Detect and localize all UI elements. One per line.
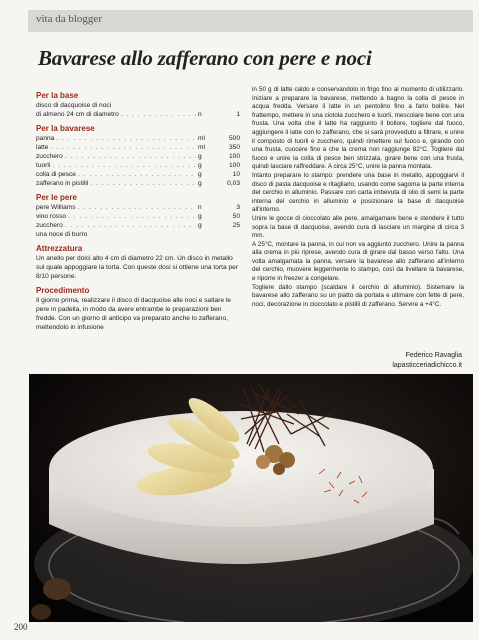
ingredient-row: zucchero . . . g 25: [36, 221, 240, 230]
ingredient-row: pere Williams . . . n 3: [36, 203, 240, 212]
cake-photo: [29, 374, 473, 622]
procedure-paragraph: in 50 g di latte caldo e conservandolo in frigo fino al momento di utilizzarlo. Iniziare a preparare la bavarese, mettendo a bagno la colla di pesce in acqua fredda. Versare il latte in un pentolino fino a farlo bollire. Nel frattempo, mettere in una ciotola zucchero e tuorli, mescolare bene con una frusta. Una volta che il latte ha raggiunto il bollore, togliere dal fuoco, aggiungere il latte con lo zafferano, che si sarà provveduto a filtrare, e unire il composto di tuorli e zucchero, quindi rimettere sul fuoco e, girando con una frusta, cuocere fino a che la crema non raggiunge 82°C. Togliere dal fuoco e unire la colla di pesce ben strizzata, girare bene con una frusta, quindi lasciare raffreddare. A circa 25°C, unire la panna montata.: [252, 86, 464, 171]
procedure-paragraph: A 25°C, montare la panna, in cui non va aggiunto zucchero. Unire la panna alla crema in più riprese, avendo cura di girare dal basso verso l'alto. Una volta amalgamata la panna, versare la bavarese allo zafferano all'interno del cerchio, muovere leggermente lo stampo, così da livellare la bavarese, e riporre in freezer a congelare.: [252, 240, 464, 283]
walnut: [31, 604, 51, 620]
ingredients-column: [36, 86, 240, 335]
section-tag: vita da blogger: [36, 13, 102, 25]
author-site: lapasticceriadichicco.it: [392, 362, 462, 369]
pere-extra: una noce di burro: [36, 231, 88, 238]
ingredient-row: di almeno 24 cm di diametro . . . n 1: [36, 110, 240, 119]
ingredient-row: tuorli . . . g 100: [36, 161, 240, 170]
attrezzatura-heading: Attrezzatura: [36, 244, 83, 253]
base-line: disco di dacquoise di noci: [36, 102, 112, 109]
ingredient-row: zafferano in pistilli . . . g 0,03: [36, 179, 240, 188]
ingredient-row: vino rosso . . . g 50: [36, 212, 240, 221]
procedimento-heading: Procedimento: [36, 286, 90, 295]
walnut: [43, 578, 71, 600]
page-number: 200: [14, 622, 28, 632]
ingredient-row: zucchero . . . g 100: [36, 152, 240, 161]
procedure-column: [252, 86, 464, 309]
cake-illustration: [29, 374, 473, 622]
author-name: Federico Ravaglia: [405, 352, 462, 359]
signature: [392, 351, 462, 371]
procedimento-text: Il giorno prima, realizzare il disco di dacquoise alle noci e saltare le pere in padella, in modo da avere entrambe le preparazioni ben fredde. Con un giorno di anticipo va preparato anche lo zafferano, mettendolo in infusione: [36, 297, 231, 331]
ingredient-row: colla di pesce . . . g 10: [36, 170, 240, 179]
page-title: Bavarese allo zafferano con pere e noci: [38, 46, 372, 70]
bavarese-heading: Per la bavarese: [36, 124, 95, 133]
ingredient-row: panna . . . ml 500: [36, 134, 240, 143]
procedure-paragraph: Togliere dallo stampo (scaldare il cerchio di alluminio). Sistemare la bavarese allo zafferano su un piatto da portata e ultimare con fette di pere, noci, decorazione in cioccolato e pistilli di zafferano. Servire a +4°C.: [252, 283, 464, 308]
base-heading: Per la base: [36, 91, 79, 100]
pere-heading: Per le pere: [36, 193, 77, 202]
attrezzatura-text: Un anello per dolci alto 4 cm di diametro 22 cm. Un disco in metallo sul quale appoggiare la torta. Con queste dosi si ottiene una torta per 8/10 persone.: [36, 255, 238, 280]
cake-top: [49, 411, 433, 527]
procedure-paragraph: Intanto preparare lo stampo: prendere una base in metallo, appoggiarvi il disco di pasta dacquoise e ritagliarlo, usando come sagoma la parte interna del cerchio in alluminio. Passare con carta imbevuta di olio di semi la parte interna del cerchio in alluminio e posizionare la base di dacquoise all'interno.: [252, 171, 464, 214]
procedure-paragraph: Unire le gocce di cioccolato alle pere, amalgamare bene e stendere il tutto sopra la base di dacquoise, avendo cura di lasciare un margine di circa 3 mm.: [252, 214, 464, 240]
ingredient-row: latte . . . ml 350: [36, 143, 240, 152]
